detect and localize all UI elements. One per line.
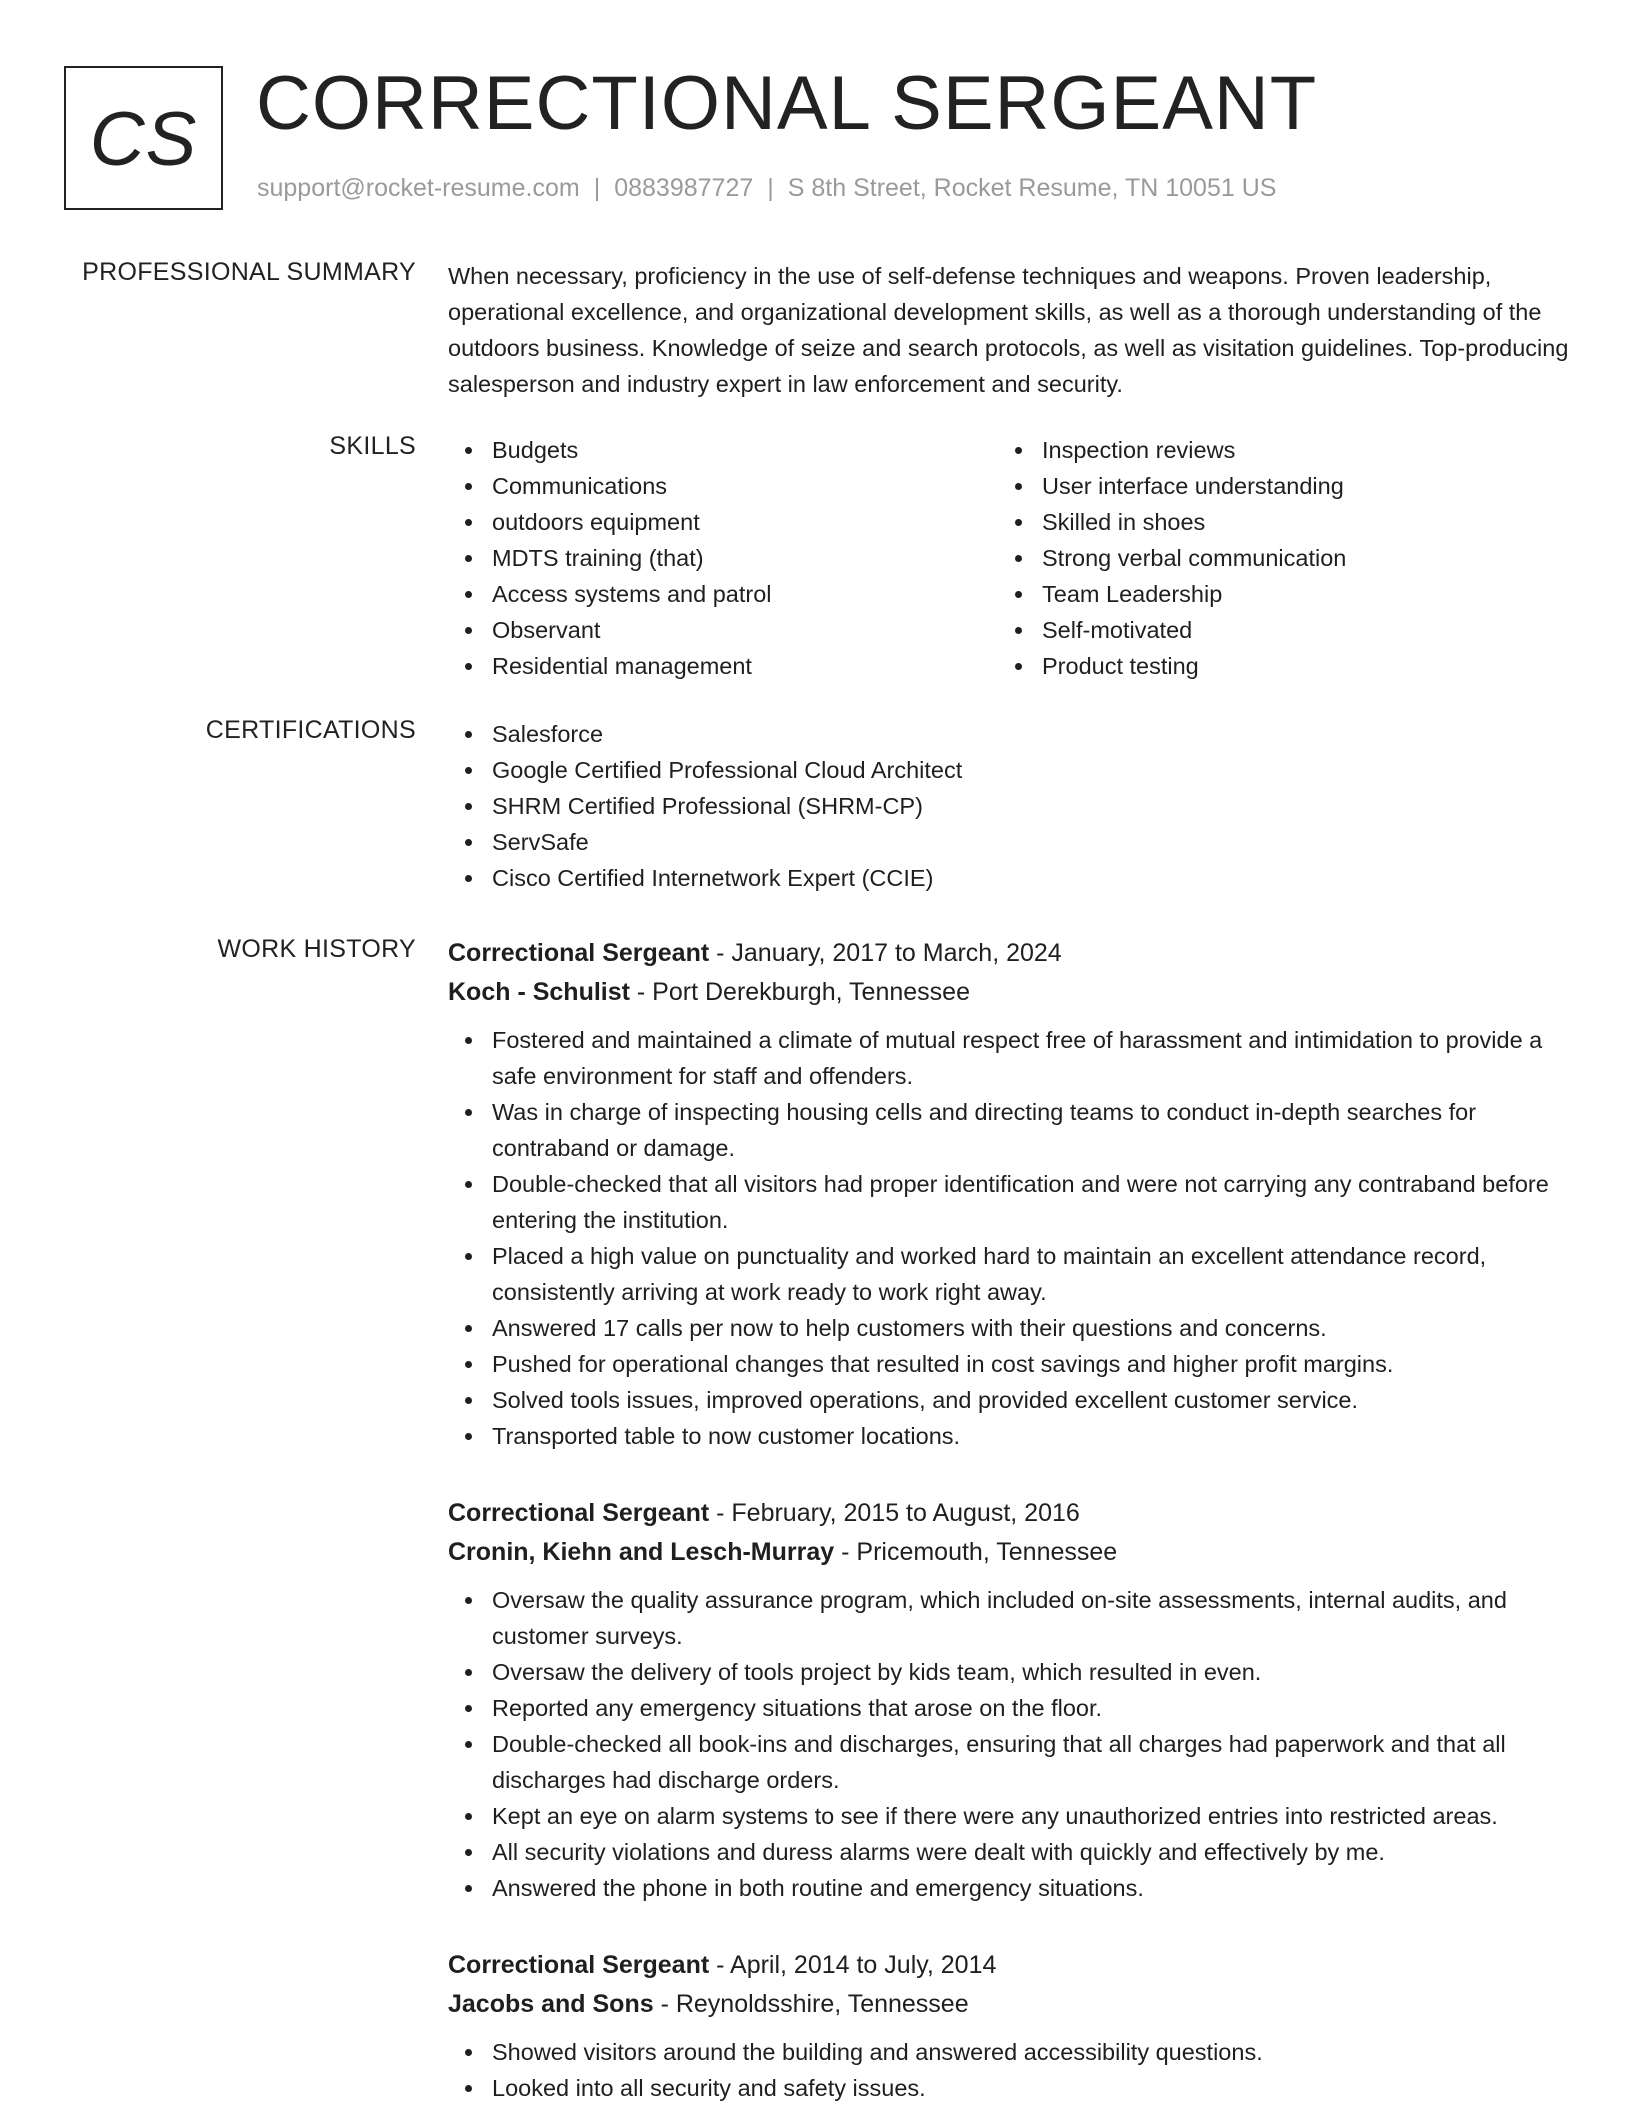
job-company: Jacobs and Sons bbox=[448, 1990, 654, 2018]
job-bullet: Kept an eye on alarm systems to see if there were any unauthorized entries into restricted areas. bbox=[448, 1798, 1576, 1834]
skill-item: Observant bbox=[448, 612, 998, 648]
summary-title: PROFESSIONAL SUMMARY bbox=[82, 258, 416, 286]
skill-item: Team Leadership bbox=[998, 576, 1548, 612]
job-company-line bbox=[448, 1533, 1576, 1572]
job-bullet: Oversaw the delivery of tools project by kids team, which resulted in even. bbox=[448, 1654, 1576, 1690]
job-bullet: Answered the phone in both routine and emergency situations. bbox=[448, 1870, 1576, 1906]
job-dates: - February, 2015 to August, 2016 bbox=[709, 1499, 1080, 1527]
contact-phone: 0883987727 bbox=[614, 174, 754, 202]
skill-item: Residential management bbox=[448, 648, 998, 684]
job-company-line bbox=[448, 1985, 1576, 2024]
job-bullet: Double-checked that all visitors had proper identification and were not carrying any contraband before entering the institution. bbox=[448, 1166, 1576, 1238]
job-bullet: Placed a high value on punctuality and worked hard to maintain an excellent attendance record, consistently arriving at work ready to work right away. bbox=[448, 1238, 1576, 1310]
job-dates: - April, 2014 to July, 2014 bbox=[709, 1951, 997, 1979]
job-dates: - January, 2017 to March, 2024 bbox=[709, 939, 1062, 967]
resume-name: CORRECTIONAL SERGEANT bbox=[256, 61, 1318, 146]
job-company: Koch - Schulist bbox=[448, 978, 630, 1006]
certification-item: SHRM Certified Professional (SHRM-CP) bbox=[448, 788, 1576, 824]
job-bullet: Reported any emergency situations that arose on the floor. bbox=[448, 1690, 1576, 1726]
skills-list-left bbox=[448, 432, 998, 684]
skill-item: Access systems and patrol bbox=[448, 576, 998, 612]
certification-item: ServSafe bbox=[448, 824, 1576, 860]
resume-header bbox=[64, 61, 1584, 210]
skills-list-right bbox=[998, 432, 1548, 684]
monogram-initials: CS bbox=[89, 96, 198, 182]
skill-item: User interface understanding bbox=[998, 468, 1548, 504]
job-role-line bbox=[448, 934, 1576, 973]
certifications-list bbox=[448, 716, 1576, 896]
skill-item: outdoors equipment bbox=[448, 504, 998, 540]
job-location: - Pricemouth, Tennessee bbox=[834, 1538, 1118, 1566]
job-role: Correctional Sergeant bbox=[448, 1951, 710, 1979]
contact-address: S 8th Street, Rocket Resume, TN 10051 US bbox=[787, 174, 1277, 202]
job-company: Cronin, Kiehn and Lesch-Murray bbox=[448, 1538, 835, 1566]
job-role: Correctional Sergeant bbox=[448, 1499, 710, 1527]
job-location: - Port Derekburgh, Tennessee bbox=[629, 978, 970, 1006]
job-role-line bbox=[448, 1946, 1576, 1985]
summary-text: When necessary, proficiency in the use of self-defense techniques and weapons. Proven leadership, operational excellence, and organizational development skills, as well as a thorough understanding of the outdoors business. Knowledge of seize and search protocols, as well as visitation guidelines. Top-producing salesperson and industry expert in law enforcement and security. bbox=[448, 263, 1569, 397]
skill-item: MDTS training (that) bbox=[448, 540, 998, 576]
job-bullet: Showed visitors around the building and answered accessibility questions. bbox=[448, 2034, 1576, 2070]
job-bullet: Double-checked all book-ins and discharges, ensuring that all charges had paperwork and that all discharges had discharge orders. bbox=[448, 1726, 1576, 1798]
job-bullet: Was in charge of inspecting housing cells and directing teams to conduct in-depth searches for contraband or damage. bbox=[448, 1094, 1576, 1166]
certification-item: Salesforce bbox=[448, 716, 1576, 752]
job-bullets bbox=[448, 2034, 1576, 2106]
certifications-body bbox=[448, 716, 1576, 896]
job-bullet: Oversaw the quality assurance program, which included on-site assessments, internal audits, and customer surveys. bbox=[448, 1582, 1576, 1654]
job-bullets bbox=[448, 1582, 1576, 1906]
skill-item: Self-motivated bbox=[998, 612, 1548, 648]
skill-item: Budgets bbox=[448, 432, 998, 468]
certification-item: Cisco Certified Internetwork Expert (CCIE) bbox=[448, 860, 1576, 896]
work-history-body bbox=[448, 934, 1576, 2112]
contact-separator: | bbox=[767, 174, 774, 202]
job-bullet: Answered 17 calls per now to help customers with their questions and concerns. bbox=[448, 1310, 1576, 1346]
skill-item: Inspection reviews bbox=[998, 432, 1548, 468]
skills-title: SKILLS bbox=[329, 432, 416, 460]
job-bullet: Transported table to now customer locations. bbox=[448, 1418, 1576, 1454]
skill-item: Strong verbal communication bbox=[998, 540, 1548, 576]
job-company-line bbox=[448, 973, 1576, 1012]
job-role-line bbox=[448, 1494, 1576, 1533]
job-bullet: Looked into all security and safety issues. bbox=[448, 2070, 1576, 2106]
skill-item: Product testing bbox=[998, 648, 1548, 684]
contact-line bbox=[257, 174, 1276, 203]
summary-body bbox=[448, 258, 1576, 402]
job-bullet: Solved tools issues, improved operations, and provided excellent customer service. bbox=[448, 1382, 1576, 1418]
job-bullet: Pushed for operational changes that resulted in cost savings and higher profit margins. bbox=[448, 1346, 1576, 1382]
job-entry bbox=[448, 1946, 1576, 2106]
skill-item: Skilled in shoes bbox=[998, 504, 1548, 540]
job-entry bbox=[448, 1494, 1576, 1906]
monogram-box bbox=[64, 66, 223, 210]
job-role: Correctional Sergeant bbox=[448, 939, 710, 967]
skills-body bbox=[448, 432, 1576, 684]
job-bullet: Fostered and maintained a climate of mutual respect free of harassment and intimidation to provide a safe environment for staff and offenders. bbox=[448, 1022, 1576, 1094]
contact-separator: | bbox=[593, 174, 601, 202]
job-bullet: All security violations and duress alarms were dealt with quickly and effectively by me. bbox=[448, 1834, 1576, 1870]
job-entry bbox=[448, 934, 1576, 1454]
work-history-title: WORK HISTORY bbox=[217, 935, 416, 963]
job-bullets bbox=[448, 1022, 1576, 1454]
contact-email: support@rocket-resume.com bbox=[257, 174, 580, 202]
certification-item: Google Certified Professional Cloud Architect bbox=[448, 752, 1576, 788]
certifications-title: CERTIFICATIONS bbox=[205, 716, 416, 744]
skill-item: Communications bbox=[448, 468, 998, 504]
job-location: - Reynoldsshire, Tennessee bbox=[653, 1990, 969, 2018]
